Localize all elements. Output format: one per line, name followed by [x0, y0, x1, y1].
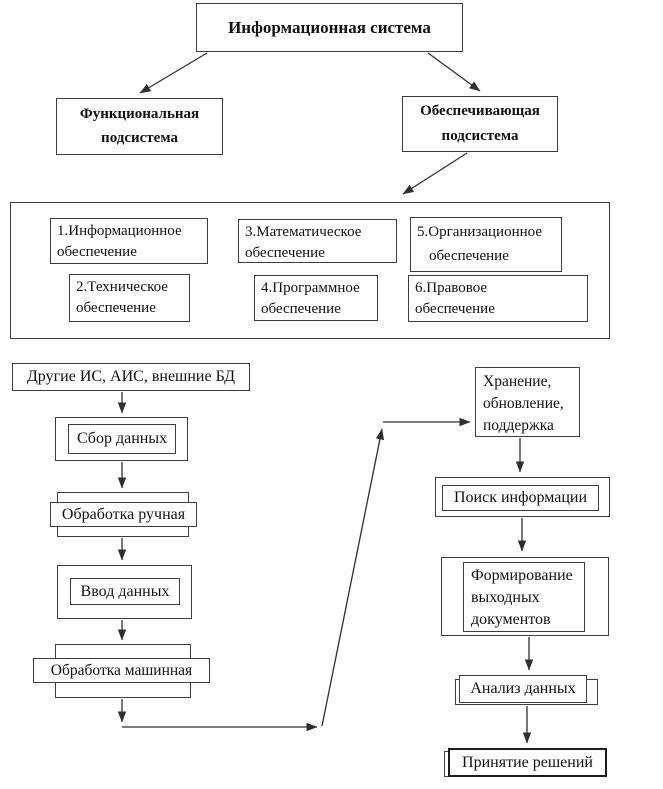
arrow-root-to-providing — [428, 53, 480, 91]
functional-subsystem-line2: подсистема — [101, 130, 178, 146]
node-storage — [475, 367, 580, 437]
node-manual-processing — [50, 502, 197, 527]
decision-making-label: Принятие решений — [462, 753, 593, 771]
node-information-support — [50, 218, 208, 264]
organizational-support-line1: 5.Организационное — [417, 224, 542, 240]
machine-processing-label: Обработка машинная — [50, 661, 193, 679]
information-system-label: Информационная система — [228, 17, 431, 37]
node-functional-subsystem — [56, 98, 223, 155]
node-machine-processing — [33, 658, 210, 683]
output-documents-line1: Формирование — [471, 567, 573, 584]
node-software-support — [254, 275, 378, 321]
data-collection-label: Сбор данных — [76, 430, 168, 447]
arrow-diagonal-up — [322, 429, 382, 726]
node-data-analysis — [459, 675, 587, 703]
storage-line2: обновление, — [483, 395, 564, 412]
node-information-system — [196, 3, 463, 52]
data-entry-label: Ввод данных — [80, 582, 170, 600]
node-data-entry — [57, 565, 192, 619]
software-support-line2: обеспечение — [261, 301, 341, 317]
mathematical-support-line1: 3.Математическое — [245, 224, 362, 240]
information-search-inner-frame — [442, 485, 599, 511]
information-search-label: Поиск информации — [453, 489, 588, 506]
data-collection-inner-frame — [68, 424, 176, 454]
legal-support-line2: обеспечение — [415, 301, 495, 317]
information-support-line2: обеспечение — [57, 244, 137, 260]
support-subsystems-container — [10, 202, 610, 339]
software-support-line1: 4.Программное — [261, 280, 360, 296]
node-output-documents — [441, 557, 609, 636]
external-sources-label: Другие ИС, АИС, внешние БД — [26, 368, 236, 385]
node-technical-support — [69, 274, 190, 322]
node-providing-subsystem — [402, 96, 558, 152]
storage-line1: Хранение, — [483, 373, 552, 390]
node-decision-making — [448, 748, 607, 777]
data-analysis-label: Анализ данных — [470, 680, 576, 697]
node-organizational-support — [410, 217, 562, 272]
node-legal-support — [408, 275, 588, 322]
arrow-root-to-functional — [140, 53, 207, 93]
providing-subsystem-line2: подсистема — [441, 128, 519, 144]
output-documents-line3: документов — [471, 611, 551, 628]
output-documents-inner-frame — [463, 562, 585, 632]
node-information-search — [435, 477, 610, 517]
storage-line3: поддержка — [483, 417, 554, 434]
manual-processing-label: Обработка ручная — [61, 505, 186, 523]
node-external-sources — [12, 363, 250, 391]
organizational-support-line2: обеспечение — [429, 248, 509, 264]
arrow-providing-to-support — [403, 153, 467, 194]
node-data-collection — [55, 417, 188, 461]
data-entry-inner-frame — [70, 578, 180, 605]
output-documents-line2: выходных — [471, 589, 540, 606]
legal-support-line1: 6.Правовое — [415, 280, 488, 296]
providing-subsystem-line1: Обеспечивающая — [420, 103, 540, 119]
information-support-line1: 1.Информационное — [57, 223, 182, 239]
mathematical-support-line2: обеспечение — [245, 245, 325, 261]
technical-support-line1: 2.Техническое — [76, 279, 168, 295]
node-mathematical-support — [238, 219, 397, 263]
technical-support-line2: обеспечение — [76, 300, 156, 316]
functional-subsystem-line1: Функциональная — [79, 106, 200, 122]
